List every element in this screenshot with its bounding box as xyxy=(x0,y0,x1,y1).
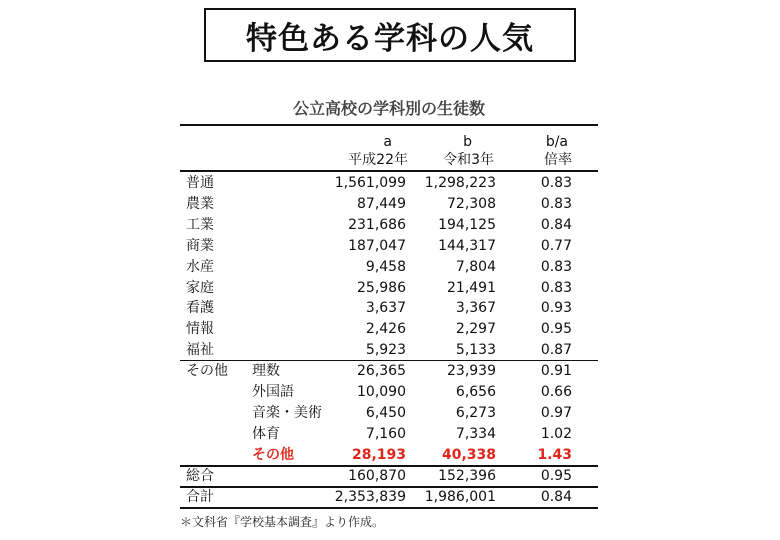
row-value-a: 26,365 xyxy=(357,363,406,380)
row-ratio: 0.83 xyxy=(540,195,572,212)
row-category: その他 xyxy=(186,363,228,380)
row-category: 商業 xyxy=(186,237,214,254)
source-footnote: ＊文科省『学校基本調査』より作成。 xyxy=(180,515,385,529)
row-value-b: 152,396 xyxy=(438,467,496,484)
header-ratio-label: b/a xyxy=(545,134,568,150)
table-rule xyxy=(180,465,598,467)
row-ratio: 0.84 xyxy=(540,216,572,233)
row-value-b: 23,939 xyxy=(447,363,496,380)
row-ratio: 0.97 xyxy=(540,404,572,421)
row-ratio: 0.83 xyxy=(540,258,572,275)
row-value-b: 144,317 xyxy=(438,237,496,254)
row-value-b: 7,804 xyxy=(455,258,496,275)
table-rule xyxy=(180,170,598,172)
row-ratio: 0.83 xyxy=(540,279,572,296)
row-ratio: 0.66 xyxy=(540,384,572,400)
row-ratio: 0.95 xyxy=(540,467,572,484)
row-value-a: 160,870 xyxy=(348,467,406,484)
table-rule xyxy=(180,507,598,509)
row-subcategory: 理数 xyxy=(252,363,280,380)
row-category: 看護 xyxy=(186,300,214,317)
row-value-a: 5,923 xyxy=(365,342,406,359)
header-a-year: 平成22年 xyxy=(348,152,408,168)
row-value-a: 3,637 xyxy=(365,300,406,317)
row-subcategory: 体育 xyxy=(252,425,280,442)
header-a-label: a xyxy=(383,134,392,150)
row-category: 福祉 xyxy=(186,342,214,359)
table-row xyxy=(180,403,598,424)
row-value-b: 40,338 xyxy=(441,446,496,463)
row-value-b: 72,308 xyxy=(447,195,496,212)
table-title: 公立高校の学科別の生徒数 xyxy=(292,99,485,118)
table-row xyxy=(180,487,598,508)
table-rule xyxy=(180,124,598,126)
row-value-b: 5,133 xyxy=(455,342,496,359)
row-category: 工業 xyxy=(186,216,214,233)
row-value-a: 9,458 xyxy=(365,258,406,275)
row-subcategory: 外国語 xyxy=(252,384,294,400)
row-subcategory: その他 xyxy=(252,446,294,463)
table-row xyxy=(180,319,598,340)
row-ratio: 0.91 xyxy=(540,363,572,380)
row-category: 普通 xyxy=(186,175,214,191)
row-ratio: 1.02 xyxy=(540,425,572,442)
row-value-a: 6,450 xyxy=(365,404,406,421)
table-row xyxy=(180,173,598,194)
row-value-a: 2,353,839 xyxy=(334,488,406,505)
row-value-b: 3,367 xyxy=(455,300,496,317)
page-title xyxy=(204,8,576,62)
row-value-b: 6,273 xyxy=(455,404,496,421)
page-title-text: 特色ある学科の人気 xyxy=(246,20,534,57)
table-rule xyxy=(180,486,598,488)
row-category: 水産 xyxy=(186,258,214,275)
row-value-a: 28,193 xyxy=(351,446,406,463)
table-rule xyxy=(180,360,598,361)
row-ratio: 0.77 xyxy=(540,237,572,254)
table-row xyxy=(180,466,598,487)
header-b-year: 令和3年 xyxy=(443,152,494,168)
row-value-a: 187,047 xyxy=(348,237,406,254)
row-category: 合計 xyxy=(186,488,214,505)
row-value-a: 25,986 xyxy=(357,279,406,296)
header-ratio-name: 倍率 xyxy=(544,152,572,168)
row-category: 情報 xyxy=(186,321,214,338)
row-ratio: 0.87 xyxy=(540,342,572,359)
row-ratio: 0.93 xyxy=(540,300,572,317)
row-value-b: 6,656 xyxy=(455,384,496,400)
row-category: 農業 xyxy=(186,195,214,212)
table-row xyxy=(180,257,598,278)
table-row xyxy=(180,194,598,215)
row-value-b: 1,298,223 xyxy=(424,175,496,191)
row-subcategory: 音楽・美術 xyxy=(252,404,322,421)
table-row xyxy=(180,361,598,382)
table-header-row-2 xyxy=(180,150,598,171)
row-value-b: 1,986,001 xyxy=(424,488,496,505)
row-value-b: 2,297 xyxy=(455,321,496,338)
table-row xyxy=(180,236,598,257)
row-value-b: 7,334 xyxy=(455,425,496,442)
header-b-label: b xyxy=(463,134,472,150)
table-row xyxy=(180,215,598,236)
table-row xyxy=(180,340,598,361)
table-row xyxy=(180,445,598,466)
row-value-a: 87,449 xyxy=(357,195,406,212)
row-category: 家庭 xyxy=(186,279,214,296)
row-value-a: 231,686 xyxy=(348,216,406,233)
row-value-a: 10,090 xyxy=(357,384,406,400)
row-ratio: 0.84 xyxy=(540,488,572,505)
row-value-a: 7,160 xyxy=(365,425,406,442)
table-row xyxy=(180,278,598,299)
row-ratio: 0.95 xyxy=(540,321,572,338)
row-value-a: 1,561,099 xyxy=(334,175,406,191)
table-row xyxy=(180,382,598,403)
row-value-a: 2,426 xyxy=(365,321,406,338)
row-value-b: 194,125 xyxy=(438,216,496,233)
row-category: 総合 xyxy=(186,467,214,484)
table-row xyxy=(180,424,598,445)
table-row xyxy=(180,298,598,319)
row-ratio: 0.83 xyxy=(540,175,572,191)
row-ratio: 1.43 xyxy=(537,446,572,463)
row-value-b: 21,491 xyxy=(447,279,496,296)
